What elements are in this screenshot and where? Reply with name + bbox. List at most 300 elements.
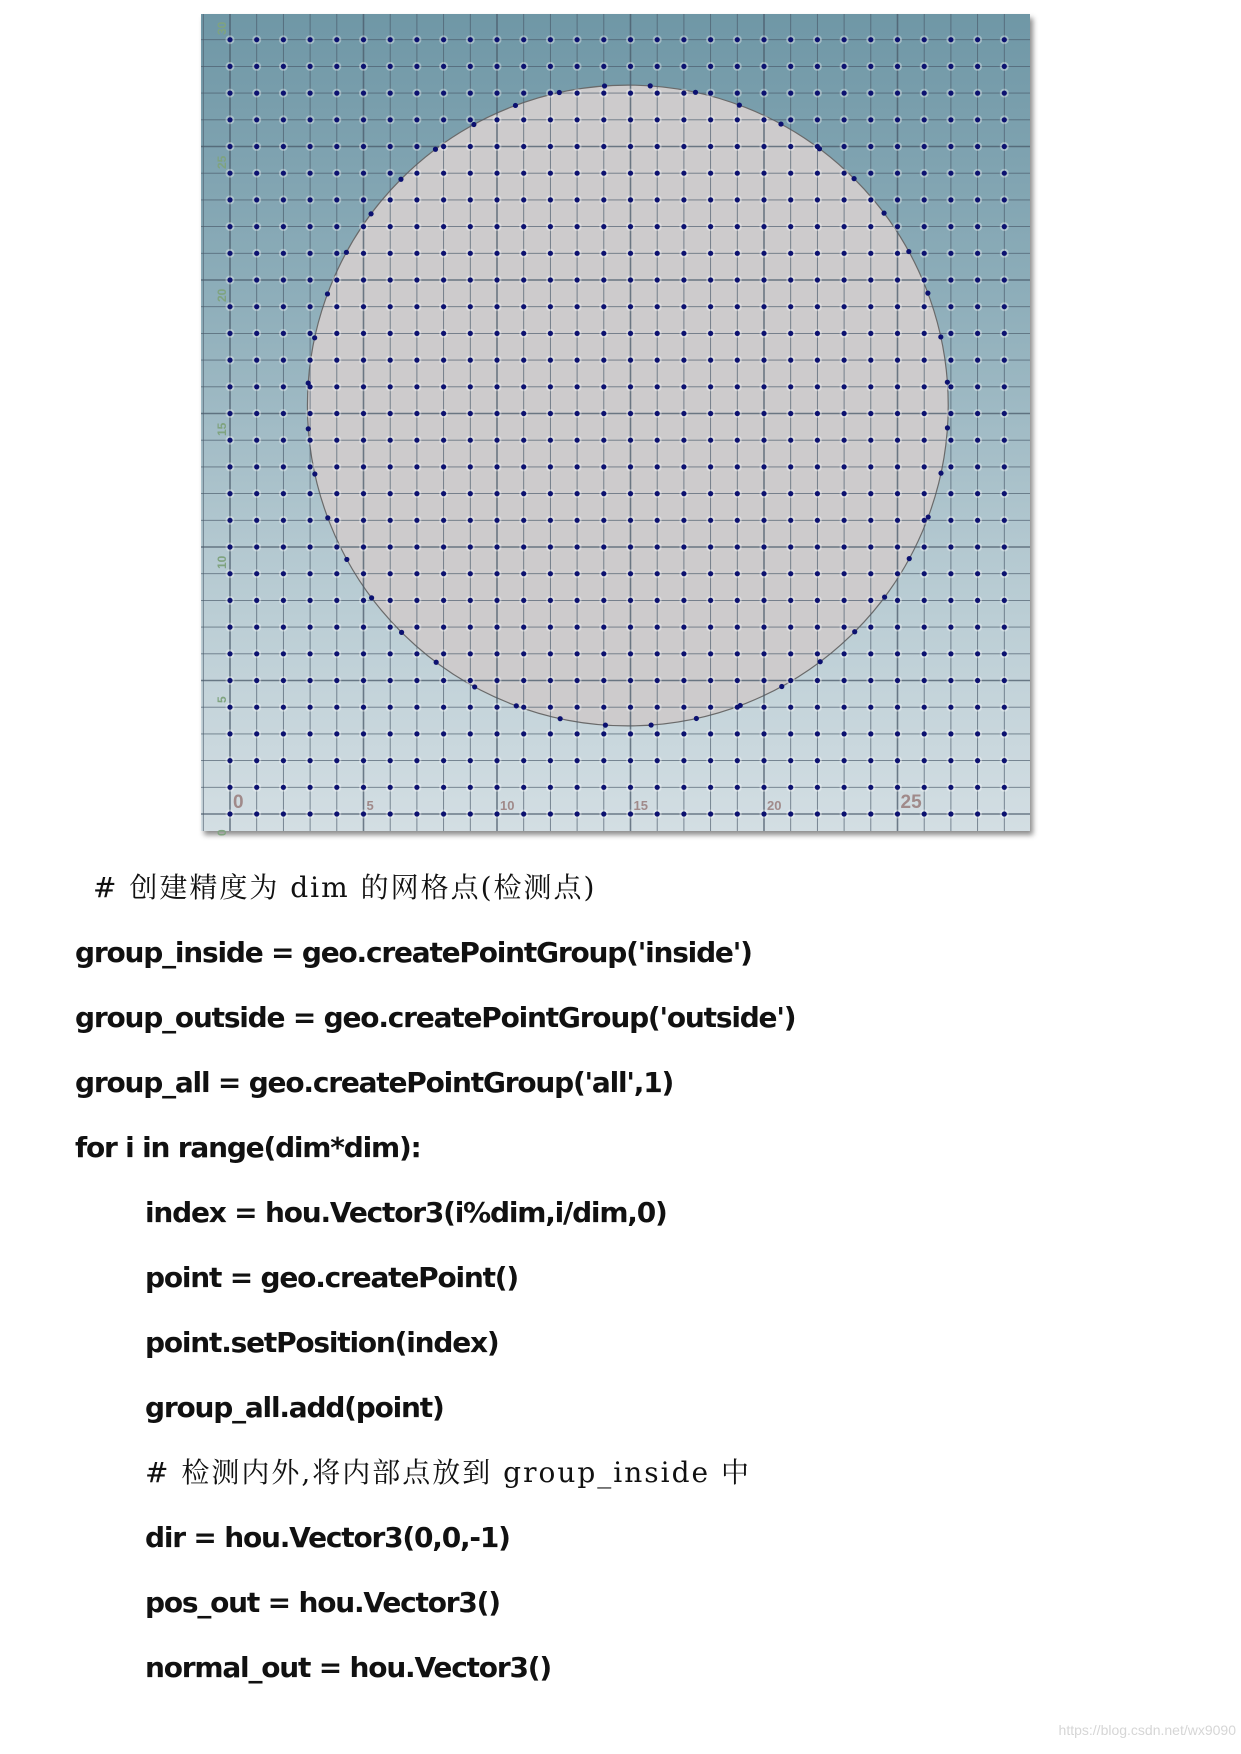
grid-point [815, 544, 820, 549]
grid-point [895, 64, 900, 69]
grid-point [334, 411, 339, 416]
grid-point [708, 571, 713, 576]
grid-point [548, 64, 553, 69]
grid-point [628, 277, 633, 282]
grid-point [548, 464, 553, 469]
grid-point [681, 144, 686, 149]
grid-point [1002, 811, 1007, 816]
grid-point [735, 411, 740, 416]
grid-point [655, 277, 660, 282]
grid-point [334, 331, 339, 336]
grid-point [334, 625, 339, 630]
grid-point [842, 571, 847, 576]
grid-point [681, 544, 686, 549]
grid-point [468, 678, 473, 683]
grid-point [494, 197, 499, 202]
grid-point [628, 625, 633, 630]
grid-point [575, 358, 580, 363]
grid-point [601, 277, 606, 282]
boundary-point [938, 334, 943, 339]
grid-point [468, 625, 473, 630]
grid-point [895, 571, 900, 576]
grid-point [227, 571, 232, 576]
grid-point [708, 224, 713, 229]
grid-point [655, 197, 660, 202]
grid-point [441, 731, 446, 736]
grid-point [735, 544, 740, 549]
grid-point [281, 544, 286, 549]
grid-point [681, 277, 686, 282]
grid-point [681, 625, 686, 630]
grid-point [601, 117, 606, 122]
grid-point [254, 598, 259, 603]
grid-point [548, 438, 553, 443]
grid-point [681, 491, 686, 496]
grid-point [308, 491, 313, 496]
grid-point [308, 144, 313, 149]
grid-point [227, 651, 232, 656]
grid-point [601, 64, 606, 69]
grid-point [334, 224, 339, 229]
grid-point [788, 64, 793, 69]
grid-point [922, 304, 927, 309]
grid-point [735, 625, 740, 630]
grid-point [868, 277, 873, 282]
grid-point [842, 331, 847, 336]
grid-point [681, 731, 686, 736]
grid-point [414, 438, 419, 443]
grid-point [842, 358, 847, 363]
grid-point [334, 144, 339, 149]
grid-point [842, 144, 847, 149]
boundary-point [817, 146, 822, 151]
grid-point [1002, 518, 1007, 523]
y-axis-label: 30 [215, 21, 229, 35]
grid-point [842, 224, 847, 229]
grid-point [494, 598, 499, 603]
grid-point [468, 171, 473, 176]
grid-point [975, 358, 980, 363]
boundary-point [881, 211, 886, 216]
grid-point [361, 464, 366, 469]
grid-point [681, 785, 686, 790]
grid-point [761, 571, 766, 576]
grid-point [681, 64, 686, 69]
grid-point [441, 785, 446, 790]
grid-point [975, 171, 980, 176]
grid-point [281, 758, 286, 763]
grid-point [227, 625, 232, 630]
boundary-point [369, 595, 374, 600]
grid-point [842, 304, 847, 309]
grid-point [227, 518, 232, 523]
grid-point [975, 464, 980, 469]
grid-point [922, 331, 927, 336]
grid-point [414, 811, 419, 816]
grid-point [628, 464, 633, 469]
grid-point [922, 758, 927, 763]
grid-point [868, 625, 873, 630]
grid-point [761, 625, 766, 630]
grid-point [708, 785, 713, 790]
grid-point [708, 331, 713, 336]
grid-point [1002, 37, 1007, 42]
grid-point [308, 224, 313, 229]
grid-point [548, 197, 553, 202]
grid-point [494, 37, 499, 42]
grid-point [601, 625, 606, 630]
grid-point [227, 331, 232, 336]
grid-point [761, 491, 766, 496]
grid-point [815, 358, 820, 363]
grid-point [761, 64, 766, 69]
grid-point [708, 464, 713, 469]
grid-point [895, 224, 900, 229]
grid-point [628, 438, 633, 443]
grid-point [788, 117, 793, 122]
grid-point [868, 117, 873, 122]
grid-point [655, 438, 660, 443]
grid-point [655, 544, 660, 549]
code-line-set-position: point.setPosition(index) [145, 1326, 499, 1359]
watermark-url: https://blog.csdn.net/wx9090 [1058, 1722, 1236, 1738]
boundary-point [471, 122, 476, 127]
grid-point [708, 651, 713, 656]
grid-point [842, 678, 847, 683]
grid-point [975, 571, 980, 576]
grid-point [388, 731, 393, 736]
grid-point [815, 785, 820, 790]
code-line-dir: dir = hou.Vector3(0,0,-1) [145, 1521, 510, 1554]
grid-point [895, 625, 900, 630]
grid-point [494, 64, 499, 69]
point-grid-plot [201, 14, 1030, 831]
grid-point [441, 91, 446, 96]
grid-point [441, 411, 446, 416]
grid-point [254, 277, 259, 282]
grid-point [334, 251, 339, 256]
grid-point [334, 518, 339, 523]
grid-point [441, 571, 446, 576]
grid-point [788, 544, 793, 549]
grid-point [468, 491, 473, 496]
grid-point [468, 64, 473, 69]
grid-point [842, 785, 847, 790]
grid-point [628, 64, 633, 69]
grid-point [388, 464, 393, 469]
grid-point [681, 811, 686, 816]
grid-point [1002, 705, 1007, 710]
grid-point [388, 625, 393, 630]
grid-point [761, 544, 766, 549]
grid-point [414, 304, 419, 309]
grid-point [575, 251, 580, 256]
grid-point [708, 37, 713, 42]
grid-point [1002, 571, 1007, 576]
grid-point [388, 251, 393, 256]
grid-point [334, 304, 339, 309]
grid-point [361, 224, 366, 229]
grid-point [281, 598, 286, 603]
grid-point [788, 358, 793, 363]
grid-point [868, 678, 873, 683]
grid-point [414, 331, 419, 336]
grid-point [601, 758, 606, 763]
grid-point [628, 197, 633, 202]
grid-point [254, 678, 259, 683]
grid-point [441, 598, 446, 603]
grid-point [601, 785, 606, 790]
grid-point [227, 384, 232, 389]
grid-point [308, 705, 313, 710]
grid-point [948, 598, 953, 603]
grid-point [227, 491, 232, 496]
grid-point [308, 731, 313, 736]
grid-point [575, 731, 580, 736]
grid-point [735, 304, 740, 309]
grid-point [975, 37, 980, 42]
grid-point [254, 731, 259, 736]
grid-point [735, 251, 740, 256]
grid-point [628, 171, 633, 176]
grid-point [735, 758, 740, 763]
grid-point [361, 544, 366, 549]
boundary-point [778, 121, 783, 126]
grid-point [681, 411, 686, 416]
grid-point [494, 411, 499, 416]
grid-point [227, 304, 232, 309]
grid-point [361, 811, 366, 816]
grid-point [414, 117, 419, 122]
grid-point [441, 678, 446, 683]
grid-point [227, 598, 232, 603]
grid-point [868, 571, 873, 576]
grid-point [708, 197, 713, 202]
grid-point [1002, 358, 1007, 363]
grid-point [922, 411, 927, 416]
grid-point [494, 277, 499, 282]
grid-point [308, 411, 313, 416]
grid-point [388, 785, 393, 790]
grid-point [388, 571, 393, 576]
boundary-point [649, 722, 654, 727]
grid-point [922, 705, 927, 710]
grid-point [227, 117, 232, 122]
grid-point [655, 571, 660, 576]
grid-point [761, 811, 766, 816]
grid-point [681, 331, 686, 336]
grid-point [842, 64, 847, 69]
grid-point [281, 224, 286, 229]
grid-point [975, 811, 980, 816]
grid-point [975, 304, 980, 309]
grid-point [922, 91, 927, 96]
grid-point [601, 171, 606, 176]
grid-point [948, 758, 953, 763]
grid-point [281, 678, 286, 683]
grid-point [601, 331, 606, 336]
grid-point [1002, 304, 1007, 309]
grid-point [281, 64, 286, 69]
grid-point [948, 705, 953, 710]
grid-point [388, 358, 393, 363]
grid-point [975, 518, 980, 523]
grid-point [468, 544, 473, 549]
grid-point [575, 37, 580, 42]
grid-point [468, 411, 473, 416]
grid-point [788, 277, 793, 282]
grid-point [254, 37, 259, 42]
grid-point [895, 464, 900, 469]
grid-point [761, 197, 766, 202]
grid-point [895, 358, 900, 363]
grid-point [1002, 171, 1007, 176]
grid-point [281, 811, 286, 816]
grid-point [628, 758, 633, 763]
grid-point [895, 91, 900, 96]
boundary-point [906, 249, 911, 254]
grid-point [414, 197, 419, 202]
grid-point [761, 304, 766, 309]
grid-point [388, 331, 393, 336]
grid-point [1002, 117, 1007, 122]
grid-point [895, 384, 900, 389]
grid-point [227, 411, 232, 416]
y-axis-label: 15 [215, 422, 229, 436]
grid-point [494, 571, 499, 576]
grid-point [975, 731, 980, 736]
grid-point [308, 358, 313, 363]
boundary-point [472, 684, 477, 689]
boundary-point [344, 250, 349, 255]
grid-point [227, 251, 232, 256]
boundary-point [852, 629, 857, 634]
grid-point [655, 518, 660, 523]
grid-point [761, 678, 766, 683]
grid-point [414, 625, 419, 630]
grid-point [815, 277, 820, 282]
grid-point [281, 438, 286, 443]
grid-point [334, 64, 339, 69]
grid-point [681, 171, 686, 176]
grid-point [494, 731, 499, 736]
grid-point [441, 464, 446, 469]
code-comment-create-grid: # 创建精度为 dim 的网格点(检测点) [93, 871, 597, 904]
grid-point [655, 91, 660, 96]
x-axis-label: 10 [500, 798, 515, 813]
grid-point [922, 37, 927, 42]
grid-point [334, 598, 339, 603]
boundary-point [851, 176, 856, 181]
grid-point [681, 37, 686, 42]
grid-point [361, 117, 366, 122]
grid-point [815, 625, 820, 630]
grid-point [601, 438, 606, 443]
grid-point [681, 705, 686, 710]
grid-point [922, 197, 927, 202]
grid-point [761, 117, 766, 122]
grid-point [548, 224, 553, 229]
grid-point [842, 705, 847, 710]
grid-point [308, 251, 313, 256]
boundary-point [514, 703, 519, 708]
grid-point [308, 197, 313, 202]
grid-point [601, 37, 606, 42]
grid-point [788, 304, 793, 309]
grid-point [548, 491, 553, 496]
grid-point [655, 785, 660, 790]
grid-point [655, 598, 660, 603]
grid-point [815, 438, 820, 443]
grid-point [788, 518, 793, 523]
grid-point [922, 277, 927, 282]
grid-point [575, 224, 580, 229]
grid-point [575, 384, 580, 389]
grid-point [334, 384, 339, 389]
grid-point [494, 384, 499, 389]
grid-point [494, 518, 499, 523]
grid-point [441, 384, 446, 389]
grid-point [815, 411, 820, 416]
grid-point [975, 384, 980, 389]
grid-point [842, 811, 847, 816]
grid-point [388, 411, 393, 416]
grid-point [788, 251, 793, 256]
grid-point [842, 518, 847, 523]
grid-point [575, 411, 580, 416]
grid-point [548, 758, 553, 763]
grid-point [948, 277, 953, 282]
grid-point [922, 811, 927, 816]
grid-point [895, 171, 900, 176]
grid-point [1002, 384, 1007, 389]
grid-point [521, 37, 526, 42]
grid-point [414, 384, 419, 389]
grid-point [922, 678, 927, 683]
grid-point [388, 171, 393, 176]
code-line-for-loop: for i in range(dim*dim): [75, 1131, 421, 1164]
grid-point [681, 197, 686, 202]
grid-point [601, 705, 606, 710]
grid-point [254, 464, 259, 469]
grid-point [254, 438, 259, 443]
grid-point [628, 571, 633, 576]
grid-point [1002, 464, 1007, 469]
grid-point [948, 731, 953, 736]
boundary-point [558, 716, 563, 721]
grid-point [628, 518, 633, 523]
grid-point [601, 651, 606, 656]
grid-point [441, 491, 446, 496]
grid-point [922, 598, 927, 603]
grid-point [948, 518, 953, 523]
grid-point [468, 117, 473, 122]
grid-point [281, 411, 286, 416]
grid-point [735, 224, 740, 229]
grid-point [494, 544, 499, 549]
grid-point [761, 251, 766, 256]
grid-point [575, 144, 580, 149]
grid-point [468, 758, 473, 763]
grid-point [628, 251, 633, 256]
grid-point [468, 251, 473, 256]
grid-point [601, 464, 606, 469]
grid-point [628, 358, 633, 363]
grid-point [254, 144, 259, 149]
grid-point [815, 117, 820, 122]
grid-point [308, 811, 313, 816]
grid-point [227, 758, 232, 763]
